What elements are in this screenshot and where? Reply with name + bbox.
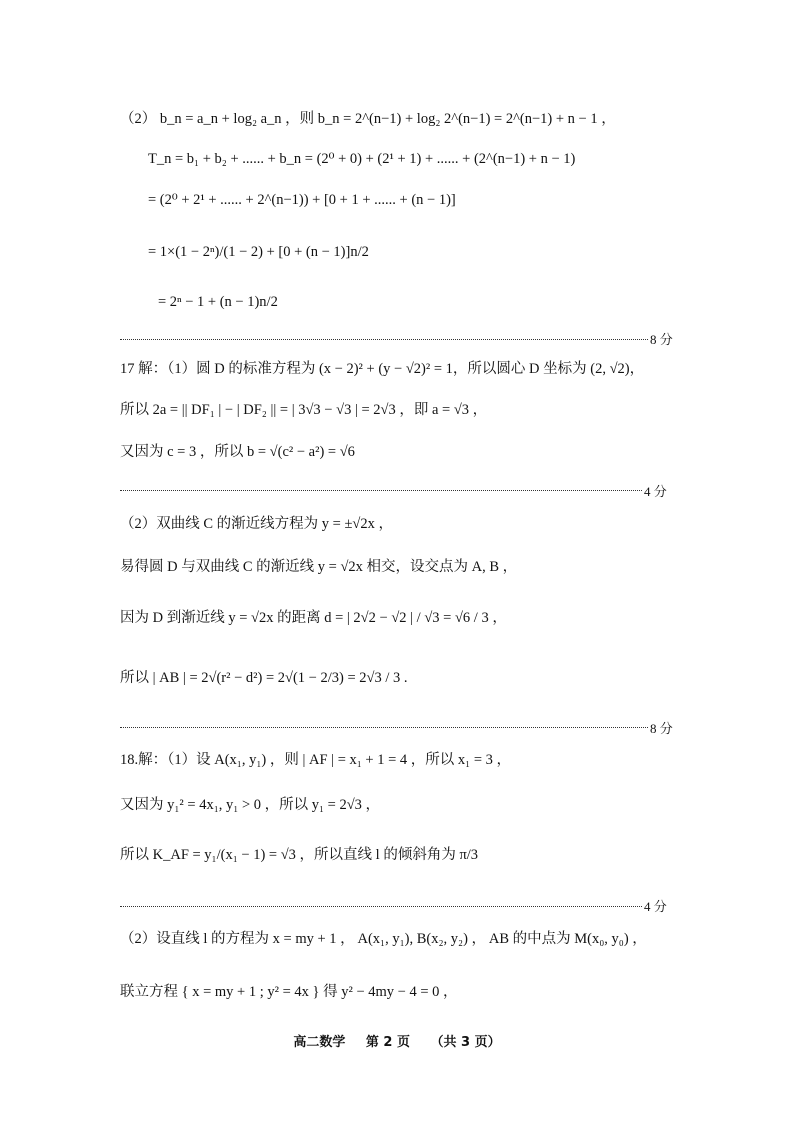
p16-2-line5: = 2ⁿ − 1 + (n − 1)n/2 [158, 294, 278, 310]
p17-2-line1: （2）双曲线 C 的渐近线方程为 y = ±√2x ， [120, 516, 394, 532]
p16-2-line1: （2） b_n = a_n + log₂ a_n ，则 b_n = 2^(n−1) + log₂ 2^(n−1) = 2^(n−1) + n − 1 ， [120, 111, 616, 127]
footer-total: （共 3 页） [430, 1035, 501, 1050]
score-label: 8 分 [650, 721, 673, 736]
p17-2-line2: 易得圆 D 与双曲线 C 的渐近线 y = √2x 相交，设交点为 A, B ， [120, 559, 518, 575]
score-label: 4 分 [644, 899, 667, 914]
p17-2-line3: 因为 D 到渐近线 y = √2x 的距离 d = | 2√2 − √2 | / √3 = √6 / 3 ， [120, 610, 507, 626]
p18-2-line2: 联立方程 { x = my + 1 ; y² = 4x } 得 y² − 4my − 4 = 0 ， [120, 984, 458, 1000]
p17-1-line2: 所以 2a = || DF₁ | − | DF₂ || = | 3√3 − √3 | = 2√3 ，即 a = √3 ， [120, 402, 488, 418]
score-divider [120, 339, 648, 340]
footer-page: 第 2 页 [365, 1035, 410, 1050]
page-footer [0, 1031, 794, 1050]
p17-2-line4: 所以 | AB | = 2√(r² − d²) = 2√(1 − 2/3) = 2√3 / 3 . [120, 670, 408, 686]
score-divider [120, 490, 642, 491]
p18-1-line3: 所以 K_AF = y₁/(x₁ − 1) = √3 ，所以直线 l 的倾斜角为 π/3 [120, 847, 479, 863]
p18-1-line1: 18.解：（1）设 A(x₁, y₁) ，则 | AF | = x₁ + 1 = 4 ，所以 x₁ = 3 ， [120, 752, 512, 768]
p18-1-line2: 又因为 y₁² = 4x₁, y₁ > 0 ，所以 y₁ = 2√3 ， [120, 797, 381, 813]
p16-2-line4: = 1×(1 − 2ⁿ)/(1 − 2) + [0 + (n − 1)]n/2 [148, 244, 369, 260]
score-label: 4 分 [644, 484, 667, 499]
p16-2-line3: = (2⁰ + 2¹ + ...... + 2^(n−1)) + [0 + 1 + ...... + (n − 1)] [148, 192, 456, 208]
p17-1-line1: 17 解：（1）圆 D 的标准方程为 (x − 2)² + (y − √2)² = 1，所以圆心 D 坐标为 (2, √2)， [120, 361, 645, 377]
score-divider [120, 906, 642, 907]
p17-1-line3: 又因为 c = 3 ，所以 b = √(c² − a²) = √6 [120, 444, 355, 460]
score-divider [120, 727, 648, 728]
score-label: 8 分 [650, 332, 673, 347]
p18-2-line1: （2）设直线 l 的方程为 x = my + 1 ， A(x₁, y₁), B(x₂, y₂) ， AB 的中点为 M(x₀, y₀) ， [120, 931, 647, 947]
footer-subject: 高二数学 [293, 1035, 346, 1050]
p16-2-line2: T_n = b₁ + b₂ + ...... + b_n = (2⁰ + 0) + (2¹ + 1) + ...... + (2^(n−1) + n − 1) [148, 151, 576, 167]
